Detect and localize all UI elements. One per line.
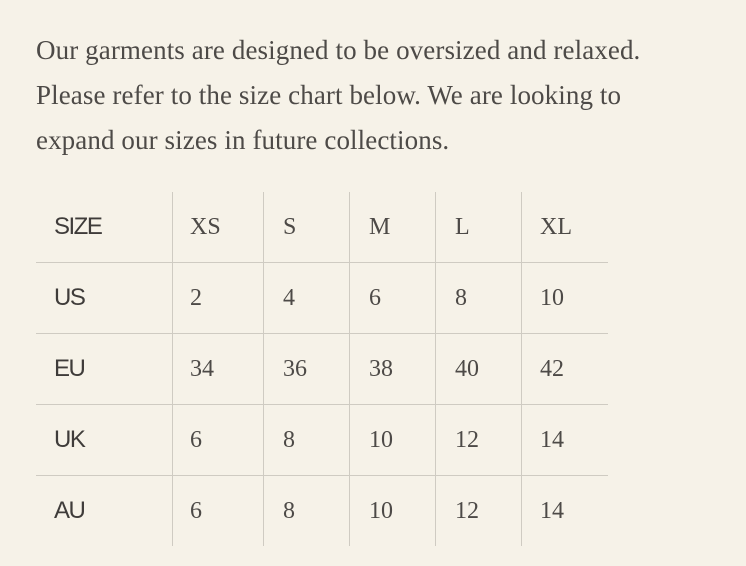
table-cell: 8	[436, 263, 522, 334]
table-row	[36, 405, 608, 476]
table-cell: 6	[173, 405, 264, 476]
intro-line-3: expand our sizes in future collections.	[36, 125, 450, 155]
header-s: S	[264, 192, 350, 263]
table-cell: 40	[436, 334, 522, 405]
row-label-eu: EU	[36, 334, 173, 405]
table-cell: 10	[350, 476, 436, 547]
table-cell: 42	[522, 334, 609, 405]
table-cell: 34	[173, 334, 264, 405]
table-cell: 4	[264, 263, 350, 334]
table-header-row	[36, 192, 608, 263]
table-cell: 2	[173, 263, 264, 334]
row-label-au: AU	[54, 497, 85, 524]
header-m: M	[350, 192, 436, 263]
table-cell: 38	[350, 334, 436, 405]
row-label-us: US	[36, 263, 173, 334]
size-guide-intro	[36, 28, 726, 163]
header-size: SIZE	[36, 192, 173, 263]
table-row	[36, 476, 608, 547]
table-cell: 14	[522, 405, 609, 476]
table-cell: 36	[264, 334, 350, 405]
header-xl: XL	[522, 192, 609, 263]
intro-line-2: Please refer to the size chart below. We are looking to	[36, 80, 622, 110]
table-cell: 6	[350, 263, 436, 334]
table-cell: 10	[522, 263, 609, 334]
header-xs: XS	[173, 192, 264, 263]
table-cell: 12	[436, 405, 522, 476]
table-cell: 8	[264, 405, 350, 476]
table-cell: 6	[173, 476, 264, 547]
table-cell: 14	[522, 476, 609, 547]
header-l: L	[436, 192, 522, 263]
table-cell: 12	[436, 476, 522, 547]
table-cell: 8	[264, 476, 350, 547]
size-chart-table	[36, 192, 608, 546]
table-row	[36, 263, 608, 334]
table-cell: 10	[350, 405, 436, 476]
intro-paragraph	[36, 28, 726, 163]
table-row	[36, 334, 608, 405]
intro-line-1: Our garments are designed to be oversized and relaxed.	[36, 35, 641, 65]
row-label-uk: UK	[36, 405, 173, 476]
